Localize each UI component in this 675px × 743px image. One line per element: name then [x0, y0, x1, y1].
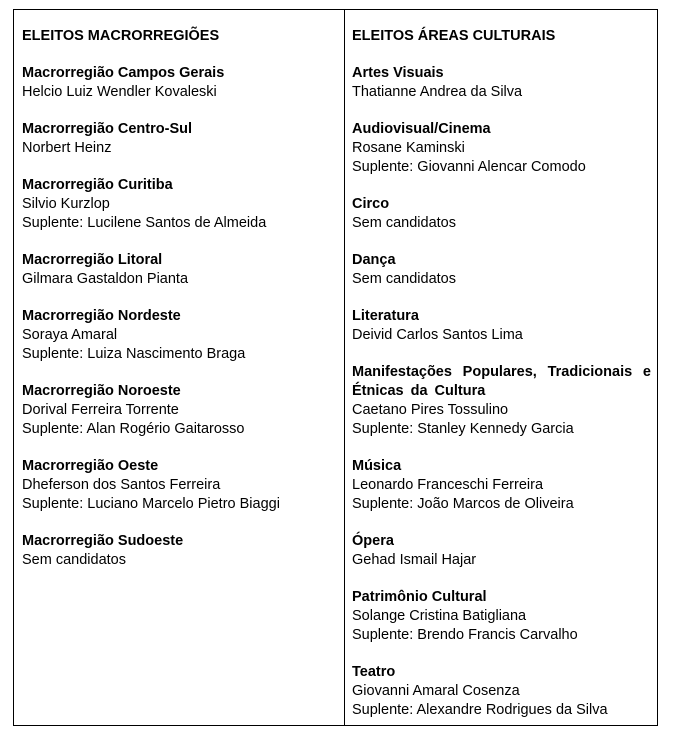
elected-name: Thatianne Andrea da Silva — [352, 84, 523, 100]
entry-audiovisual-cinema — [352, 120, 651, 177]
results-table — [13, 9, 658, 726]
entry-title: Macrorregião Campos Gerais — [22, 65, 225, 81]
substitute-name: Suplente: Alan Rogério Gaitarosso — [22, 421, 245, 437]
entry-title: Circo — [352, 196, 390, 212]
cultural-areas-header: ELEITOS ÁREAS CULTURAIS — [352, 28, 556, 44]
entry-macro-sudoeste — [22, 532, 338, 570]
elected-name: Silvio Kurzlop — [22, 196, 110, 212]
entry-title: Macrorregião Nordeste — [22, 308, 181, 324]
entry-title: Macrorregião Centro-Sul — [22, 121, 192, 137]
elected-name: Giovanni Amaral Cosenza — [352, 683, 520, 699]
elected-name: Gehad Ismail Hajar — [352, 552, 477, 568]
entry-title: Macrorregião Noroeste — [22, 383, 181, 399]
cultural-areas-column — [345, 10, 657, 725]
substitute-name: Suplente: João Marcos de Oliveira — [352, 496, 574, 512]
elected-name: Dheferson dos Santos Ferreira — [22, 477, 221, 493]
substitute-name: Suplente: Lucilene Santos de Almeida — [22, 215, 267, 231]
entry-title: Macrorregião Curitiba — [22, 177, 173, 193]
entry-title: Macrorregião Sudoeste — [22, 533, 184, 549]
entry-macro-noroeste — [22, 382, 338, 439]
entry-title: Patrimônio Cultural — [352, 589, 487, 605]
elected-name: Rosane Kaminski — [352, 140, 465, 156]
entry-title: Macrorregião Oeste — [22, 458, 159, 474]
entry-macro-curitiba — [22, 176, 338, 233]
elected-name: Sem candidatos — [22, 552, 126, 568]
entry-title: Literatura — [352, 308, 419, 324]
macroregions-column — [14, 10, 345, 725]
entry-title: Teatro — [352, 664, 396, 680]
elected-name: Leonardo Franceschi Ferreira — [352, 477, 544, 493]
elected-name: Solange Cristina Batigliana — [352, 608, 527, 624]
macroregions-header: ELEITOS MACRORREGIÕES — [22, 28, 220, 44]
entry-title: Macrorregião Litoral — [22, 252, 163, 268]
entry-musica — [352, 457, 651, 514]
entry-macro-nordeste — [22, 307, 338, 364]
elected-name: Gilmara Gastaldon Pianta — [22, 271, 189, 287]
elected-name: Caetano Pires Tossulino — [352, 402, 509, 418]
entry-macro-oeste — [22, 457, 338, 514]
entry-circo — [352, 195, 651, 233]
entry-title: Manifestações Populares, Tradicionais e Étnicas da Cultura — [352, 364, 651, 399]
entry-title: Audiovisual/Cinema — [352, 121, 491, 137]
elected-name: Helcio Luiz Wendler Kovaleski — [22, 84, 217, 100]
substitute-name: Suplente: Giovanni Alencar Comodo — [352, 159, 586, 175]
entry-title: Ópera — [352, 533, 394, 549]
entry-teatro — [352, 663, 651, 720]
elected-name: Sem candidatos — [352, 215, 456, 231]
elected-name: Norbert Heinz — [22, 140, 112, 156]
entry-literatura — [352, 307, 651, 345]
entry-manifestacoes-populares — [352, 363, 651, 439]
elected-name: Dorival Ferreira Torrente — [22, 402, 179, 418]
substitute-name: Suplente: Brendo Francis Carvalho — [352, 627, 578, 643]
elected-name: Deivid Carlos Santos Lima — [352, 327, 523, 343]
entry-title: Dança — [352, 252, 396, 268]
entry-macro-centro-sul — [22, 120, 338, 158]
entry-title: Artes Visuais — [352, 65, 444, 81]
elected-name: Sem candidatos — [352, 271, 456, 287]
entry-title: Música — [352, 458, 402, 474]
entry-danca — [352, 251, 651, 289]
entry-opera — [352, 532, 651, 570]
elected-name: Soraya Amaral — [22, 327, 118, 343]
entry-macro-litoral — [22, 251, 338, 289]
substitute-name: Suplente: Alexandre Rodrigues da Silva — [352, 702, 608, 718]
substitute-name: Suplente: Luiza Nascimento Braga — [22, 346, 246, 362]
entry-artes-visuais — [352, 64, 651, 102]
substitute-name: Suplente: Stanley Kennedy Garcia — [352, 421, 574, 437]
entry-macro-campos-gerais — [22, 64, 338, 102]
entry-patrimonio-cultural — [352, 588, 651, 645]
substitute-name: Suplente: Luciano Marcelo Pietro Biaggi — [22, 496, 280, 512]
